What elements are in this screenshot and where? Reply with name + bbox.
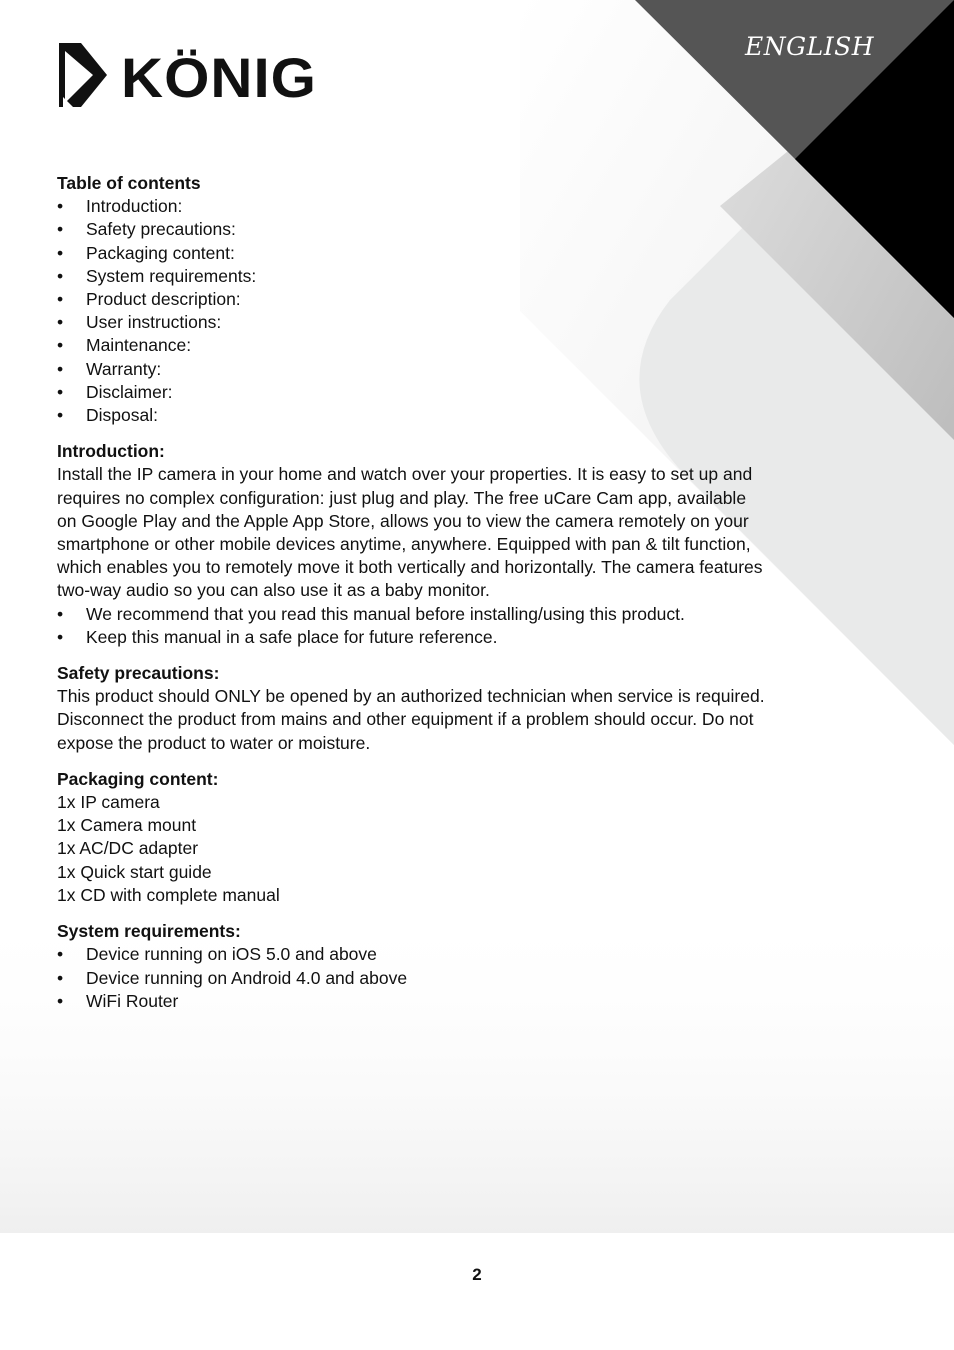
- list-item: [57, 990, 799, 1013]
- packaging-section: [57, 768, 799, 907]
- bullet-icon: •: [57, 289, 64, 310]
- text-line: which enables you to remotely move it both vertically and horizontally. The camera features: [57, 557, 763, 578]
- requirements-list: [57, 943, 799, 1013]
- bullet-icon: •: [57, 990, 64, 1011]
- list-item-text: Introduction:: [86, 196, 183, 217]
- bullet-icon: •: [57, 196, 64, 217]
- text-line: Install the IP camera in your home and watch over your properties. It is easy to set up and: [57, 464, 753, 485]
- toc-list: [57, 195, 799, 427]
- list-item: [57, 967, 799, 990]
- bullet-icon: •: [57, 626, 64, 647]
- list-item-text: We recommend that you read this manual before installing/using this product.: [86, 603, 685, 624]
- bullet-icon: •: [57, 265, 64, 286]
- list-item-text: Maintenance:: [86, 335, 192, 356]
- list-item: [57, 626, 799, 649]
- list-item: [57, 334, 799, 357]
- list-item: [57, 943, 799, 966]
- list-item-text: Device running on iOS 5.0 and above: [86, 944, 377, 965]
- list-item: [57, 358, 799, 381]
- bullet-icon: •: [57, 405, 64, 426]
- requirements-section: [57, 920, 799, 1013]
- list-item: [57, 311, 799, 334]
- text-line: expose the product to water or moisture.: [57, 732, 371, 753]
- requirements-heading: System requirements:: [57, 921, 241, 942]
- toc-heading: Table of contents: [57, 173, 201, 193]
- introduction-paragraph: [57, 463, 799, 602]
- list-item: [57, 218, 799, 241]
- bullet-icon: •: [57, 219, 64, 240]
- list-item: 1x Camera mount: [57, 815, 197, 836]
- page-number: 2: [472, 1265, 482, 1284]
- list-item-text: Packaging content:: [86, 242, 235, 263]
- language-label: ENGLISH: [745, 32, 875, 61]
- text-line: requires no complex configuration: just plug and play. The free uCare Cam app, available: [57, 487, 747, 508]
- list-item: [57, 242, 799, 265]
- introduction-heading: Introduction:: [57, 441, 165, 462]
- text-line: two-way audio so you can also use it as a baby monitor.: [57, 580, 490, 601]
- list-item-text: Keep this manual in a safe place for future reference.: [86, 626, 498, 647]
- safety-heading: Safety precautions:: [57, 663, 220, 684]
- safety-paragraph: [57, 685, 799, 755]
- k-emblem-icon: [59, 43, 107, 107]
- list-item: [57, 265, 799, 288]
- bullet-icon: •: [57, 967, 64, 988]
- list-item-text: User instructions:: [86, 312, 222, 333]
- list-item-text: Disposal:: [86, 405, 158, 426]
- list-item: 1x Quick start guide: [57, 861, 212, 882]
- list-item: [57, 603, 799, 626]
- document-body: [57, 172, 799, 1026]
- bullet-icon: •: [57, 944, 64, 965]
- list-item: [57, 381, 799, 404]
- text-line: on Google Play and the Apple App Store, allows you to view the camera remotely on your: [57, 510, 749, 531]
- introduction-section: [57, 440, 799, 649]
- list-item: 1x AC/DC adapter: [57, 838, 199, 859]
- list-item-text: Safety precautions:: [86, 219, 236, 240]
- list-item: 1x IP camera: [57, 792, 160, 813]
- packaging-heading: Packaging content:: [57, 768, 219, 789]
- bullet-icon: •: [57, 358, 64, 379]
- packaging-list: [57, 791, 799, 907]
- bullet-icon: •: [57, 603, 64, 624]
- bullet-icon: •: [57, 335, 64, 356]
- list-item: [57, 288, 799, 311]
- list-item-text: Disclaimer:: [86, 381, 173, 402]
- list-item-text: Warranty:: [86, 358, 162, 379]
- list-item-text: Product description:: [86, 289, 241, 310]
- bullet-icon: •: [57, 381, 64, 402]
- toc-section: [57, 172, 799, 427]
- list-item-text: WiFi Router: [86, 990, 179, 1011]
- text-line: This product should ONLY be opened by an authorized technician when service is required.: [57, 686, 765, 707]
- bullet-icon: •: [57, 242, 64, 263]
- list-item: [57, 195, 799, 218]
- introduction-bullets: [57, 603, 799, 649]
- safety-section: [57, 662, 799, 755]
- list-item-text: Device running on Android 4.0 and above: [86, 967, 408, 988]
- text-line: Disconnect the product from mains and other equipment if a problem should occur. Do not: [57, 709, 754, 730]
- bullet-icon: •: [57, 312, 64, 333]
- list-item-text: System requirements:: [86, 265, 257, 286]
- brand-wordmark: KÖNIG: [121, 46, 317, 109]
- list-item: 1x CD with complete manual: [57, 884, 280, 905]
- text-line: smartphone or other mobile devices anytime, anywhere. Equipped with pan & tilt function,: [57, 534, 751, 555]
- list-item: [57, 404, 799, 427]
- konig-logo: [57, 41, 319, 109]
